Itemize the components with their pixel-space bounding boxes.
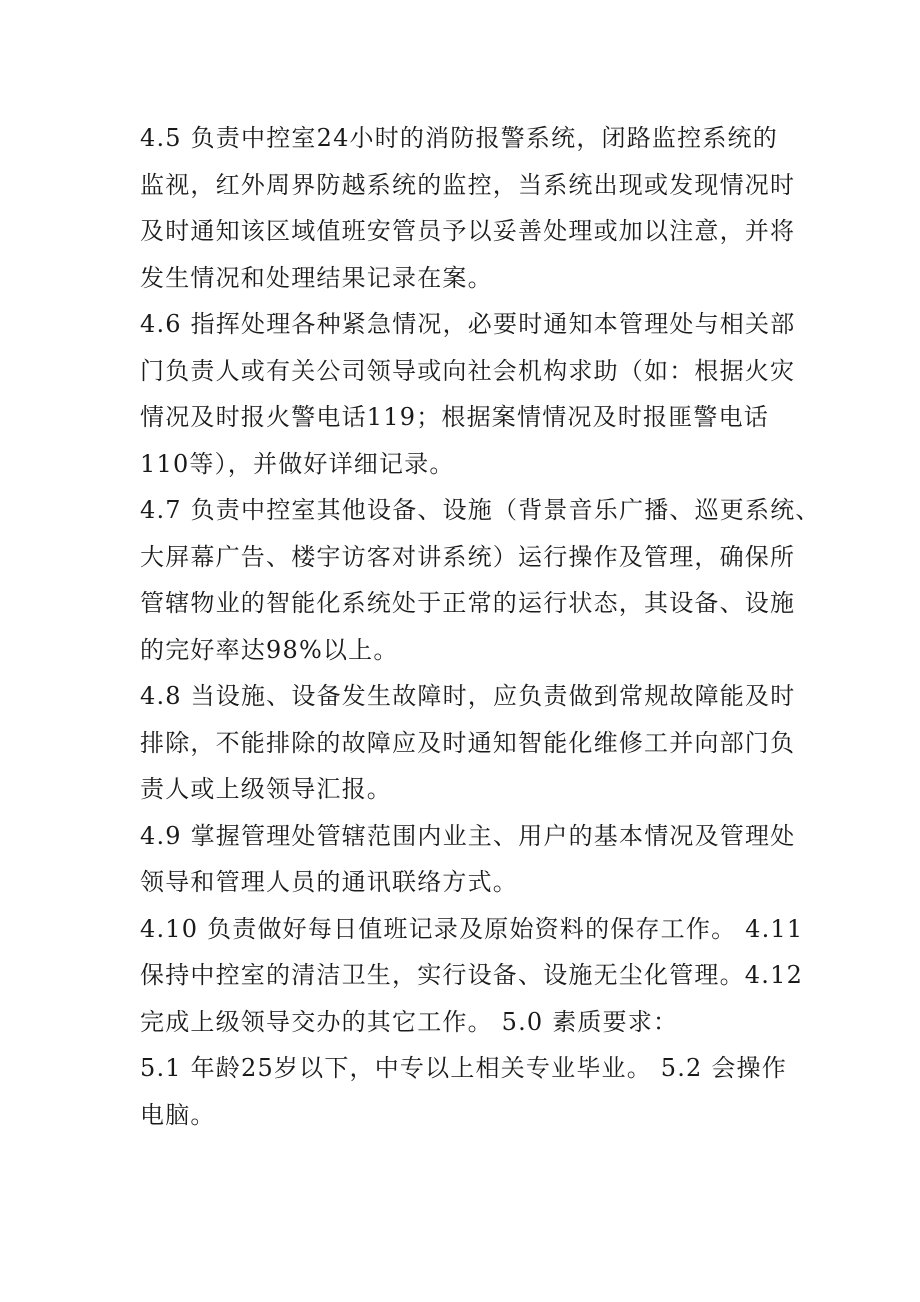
text-line-9: 4.7 负责中控室其他设备、设施（背景音乐广播、巡更系统、	[140, 496, 821, 524]
text-line-6: 门负责人或有关公司领导或向社会机构求助（如：根据火灾	[140, 356, 796, 385]
text-line-7: 情况及时报火警电话119；根据案情情况及时报匪警电话	[140, 403, 770, 431]
text-line-21: 5.1 年龄25岁以下，中专以上相关专业毕业。 5.2 会操作	[140, 1054, 787, 1082]
document-body	[140, 115, 821, 1138]
text-line-5: 4.6 指挥处理各种紧急情况，必要时通知本管理处与相关部	[140, 310, 796, 338]
text-line-13: 4.8 当设施、设备发生故障时，应负责做到常规故障能及时	[140, 682, 796, 710]
text-line-8: 110等），并做好详细记录。	[140, 449, 455, 478]
text-line-19: 保持中控室的清洁卫生，实行设备、设施无尘化管理。4.12	[140, 961, 804, 989]
text-line-11: 管辖物业的智能化系统处于正常的运行状态，其设备、设施	[140, 589, 796, 617]
text-line-15: 责人或上级领导汇报。	[140, 775, 392, 803]
text-line-4: 发生情况和处理结果记录在案。	[140, 263, 493, 292]
text-line-16: 4.9 掌握管理处管辖范围内业主、用户的基本情况及管理处	[140, 821, 796, 850]
text-line-17: 领导和管理人员的通讯联络方式。	[140, 868, 518, 896]
text-line-20: 完成上级领导交办的其它工作。 5.0 素质要求：	[140, 1007, 679, 1036]
text-line-18: 4.10 负责做好每日值班记录及原始资料的保存工作。 4.11	[140, 914, 804, 943]
text-line-3: 及时通知该区域值班安管员予以妥善处理或加以注意，并将	[140, 217, 796, 245]
text-line-22: 电脑。	[140, 1100, 216, 1129]
text-line-2: 监视，红外周界防越系统的监控，当系统出现或发现情况时	[140, 170, 796, 199]
text-line-12: 的完好率达98%以上。	[140, 635, 399, 664]
text-line-14: 排除，不能排除的故障应及时通知智能化维修工并向部门负	[140, 728, 796, 757]
text-line-1: 4.5 负责中控室24小时的消防报警系统，闭路监控系统的	[140, 124, 778, 152]
text-line-10: 大屏幕广告、楼宇访客对讲系统）运行操作及管理，确保所	[140, 542, 796, 571]
